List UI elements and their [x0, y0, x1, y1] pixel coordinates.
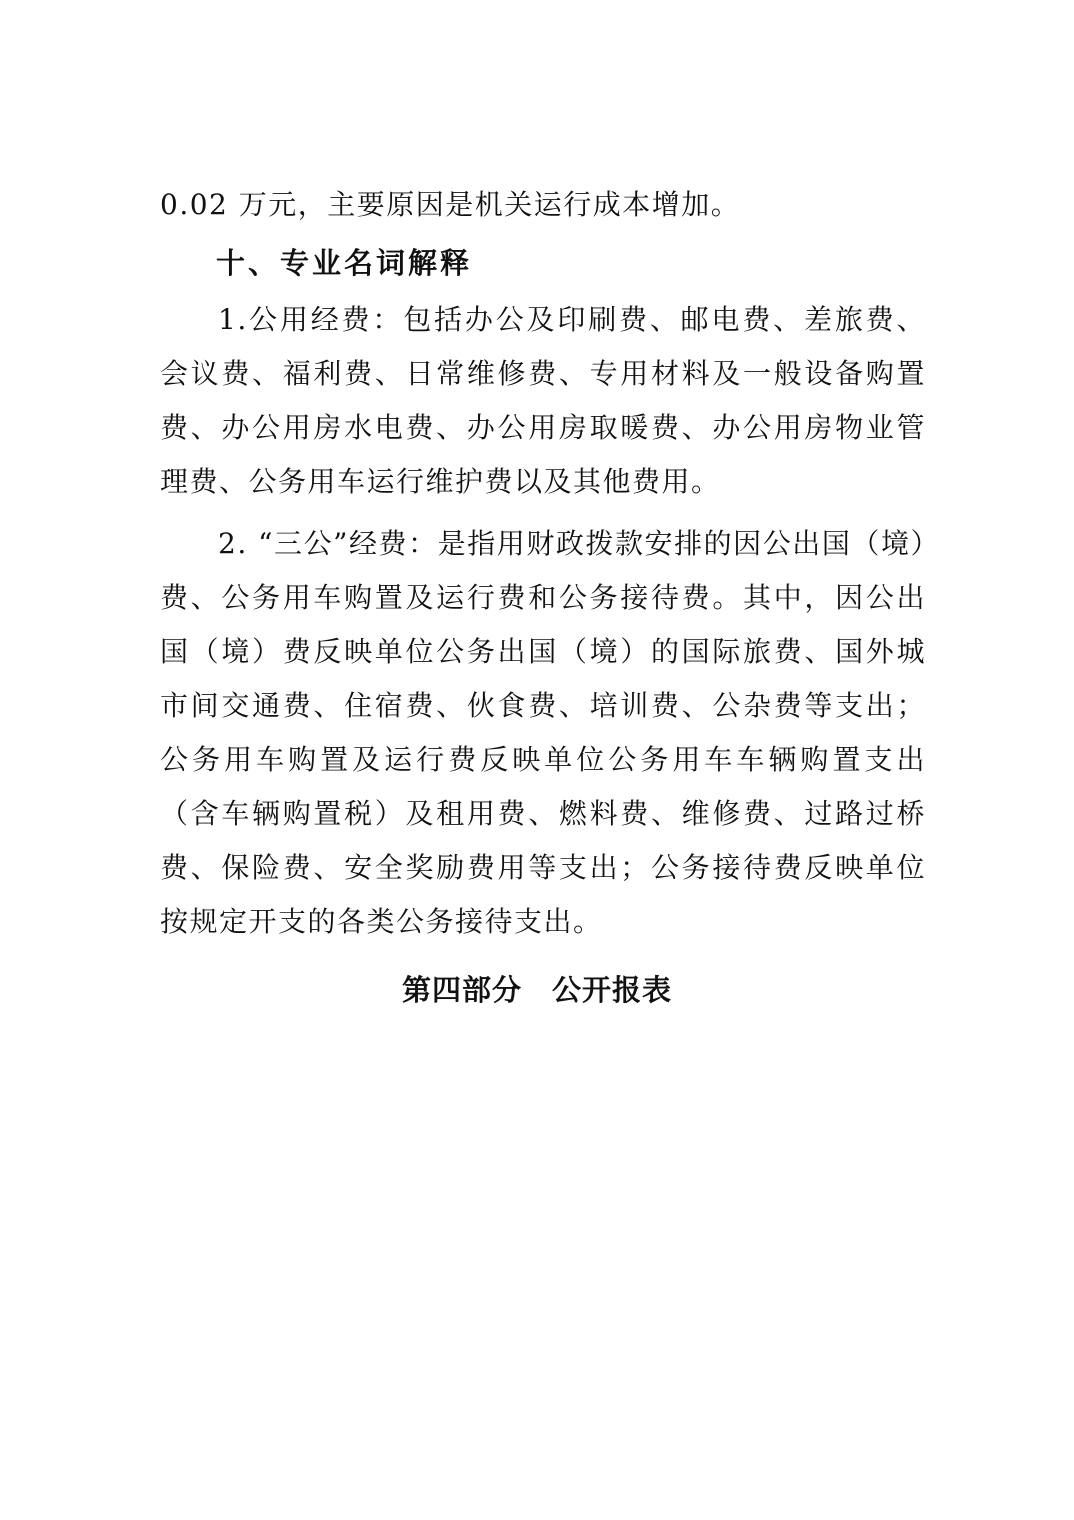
section-heading: 十、专业名词解释: [216, 246, 473, 280]
paragraph-three-public-funds: 2. “三公”经费：是指用财政拨款安排的因公出国（境）费、公务用车购置及运行费和公务接待费。其中，因公出国（境）费反映单位公务出国（境）的国际旅费、国外城市间交通费、住宿费、伙食费、培训费、公杂费等支出；公务用车购置及运行费反映单位公务用车车辆购置支出（含车辆购置税）及租用费、燃料费、维修费、过路过桥费、保险费、安全奖励费用等支出；公务接待费反映单位按规定开支的各类公务接待支出。: [160, 527, 926, 938]
paragraph-public-funds: 1.公用经费：包括办公及印刷费、邮电费、差旅费、会议费、福利费、日常维修费、专用材料及一般设备购置费、办公用房水电费、办公用房取暖费、办公用房物业管理费、公务用车运行维护费以及其他费用。: [160, 303, 926, 498]
part-title: 第四部分 公开报表: [401, 973, 672, 1007]
continuation-line: 0.02 万元，主要原因是机关运行成本增加。: [160, 188, 741, 221]
